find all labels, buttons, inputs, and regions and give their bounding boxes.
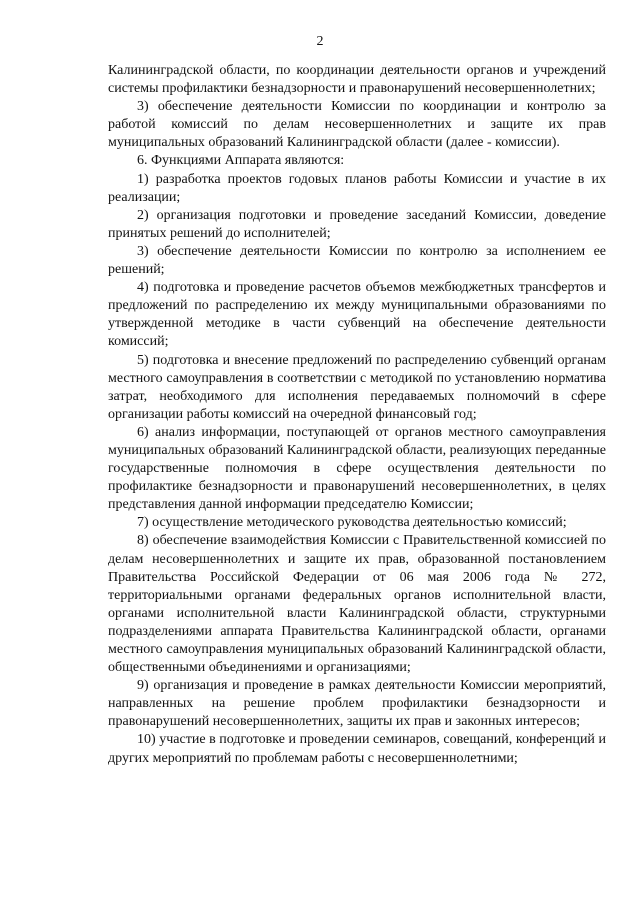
paragraph: 5) подготовка и внесение предложений по распределению субвенций органам местного самоуправления в соответствии с методикой по установлению норматива затрат, необходимого для исполнения передаваемых полномочий в сфере организации работы комиссий на очередной финансовый год; bbox=[108, 352, 606, 422]
paragraph: 3) обеспечение деятельности Комиссии по координации и контролю за работой комиссий по делам несовершеннолетних и защите их прав муниципальных образований Калининградской области (далее - комиссии). bbox=[108, 99, 606, 151]
paragraph: 2) организация подготовки и проведение заседаний Комиссии, доведение принятых решений до исполнителей; bbox=[108, 207, 606, 241]
document-body bbox=[108, 62, 606, 768]
paragraph: Калининградской области, по координации деятельности органов и учреждений системы профилактики безнадзорности и правонарушений несовершеннолетних; bbox=[108, 63, 606, 97]
paragraph: 4) подготовка и проведение расчетов объемов межбюджетных трансфертов и предложений по распределению их между муниципальными образованиями по утвержденной методике в части субвенций на обеспечение деятельности комиссий; bbox=[108, 280, 606, 350]
paragraph: 6. Функциями Аппарата являются: bbox=[137, 153, 345, 169]
page-number: 2 bbox=[316, 34, 324, 49]
paragraph: 8) обеспечение взаимодействия Комиссии с Правительственной комиссией по делам несовершеннолетних и защите их прав, образованной постановлением Правительства Российской Федерации от 06 мая 2006 года № 272, территориальными органами федеральных органов исполнительной власти, органами исполнительной власти Калининградской области, структурными подразделениями аппарата Правительства Калининградской области, органами местного самоуправления муниципальных образований Калининградской области, общественными объединениями и организациями; bbox=[108, 533, 606, 676]
paragraph: 6) анализ информации, поступающей от органов местного самоуправления муниципальных образований Калининградской области, реализующих переданные государственные полномочия в сфере осуществления деятельности по профилактике безнадзорности и правонарушений несовершеннолетних, в целях представления данной информации председателю Комиссии; bbox=[108, 424, 606, 513]
paragraph: 3) обеспечение деятельности Комиссии по контролю за исполнением ее решений; bbox=[108, 243, 606, 278]
paragraph: 1) разработка проектов годовых планов работы Комиссии и участие в их реализации; bbox=[108, 171, 606, 205]
paragraph: 9) организация и проведение в рамках деятельности Комиссии мероприятий, направленных на решение проблем профилактики безнадзорности и правонарушений несовершеннолетних, защиты их прав и законных интересов; bbox=[108, 678, 606, 730]
paragraph: 10) участие в подготовке и проведении семинаров, совещаний, конференций и других мероприятий по проблемам работы с несовершеннолетними; bbox=[108, 732, 606, 766]
paragraph: 7) осуществление методического руководства деятельностью комиссий; bbox=[137, 515, 567, 531]
